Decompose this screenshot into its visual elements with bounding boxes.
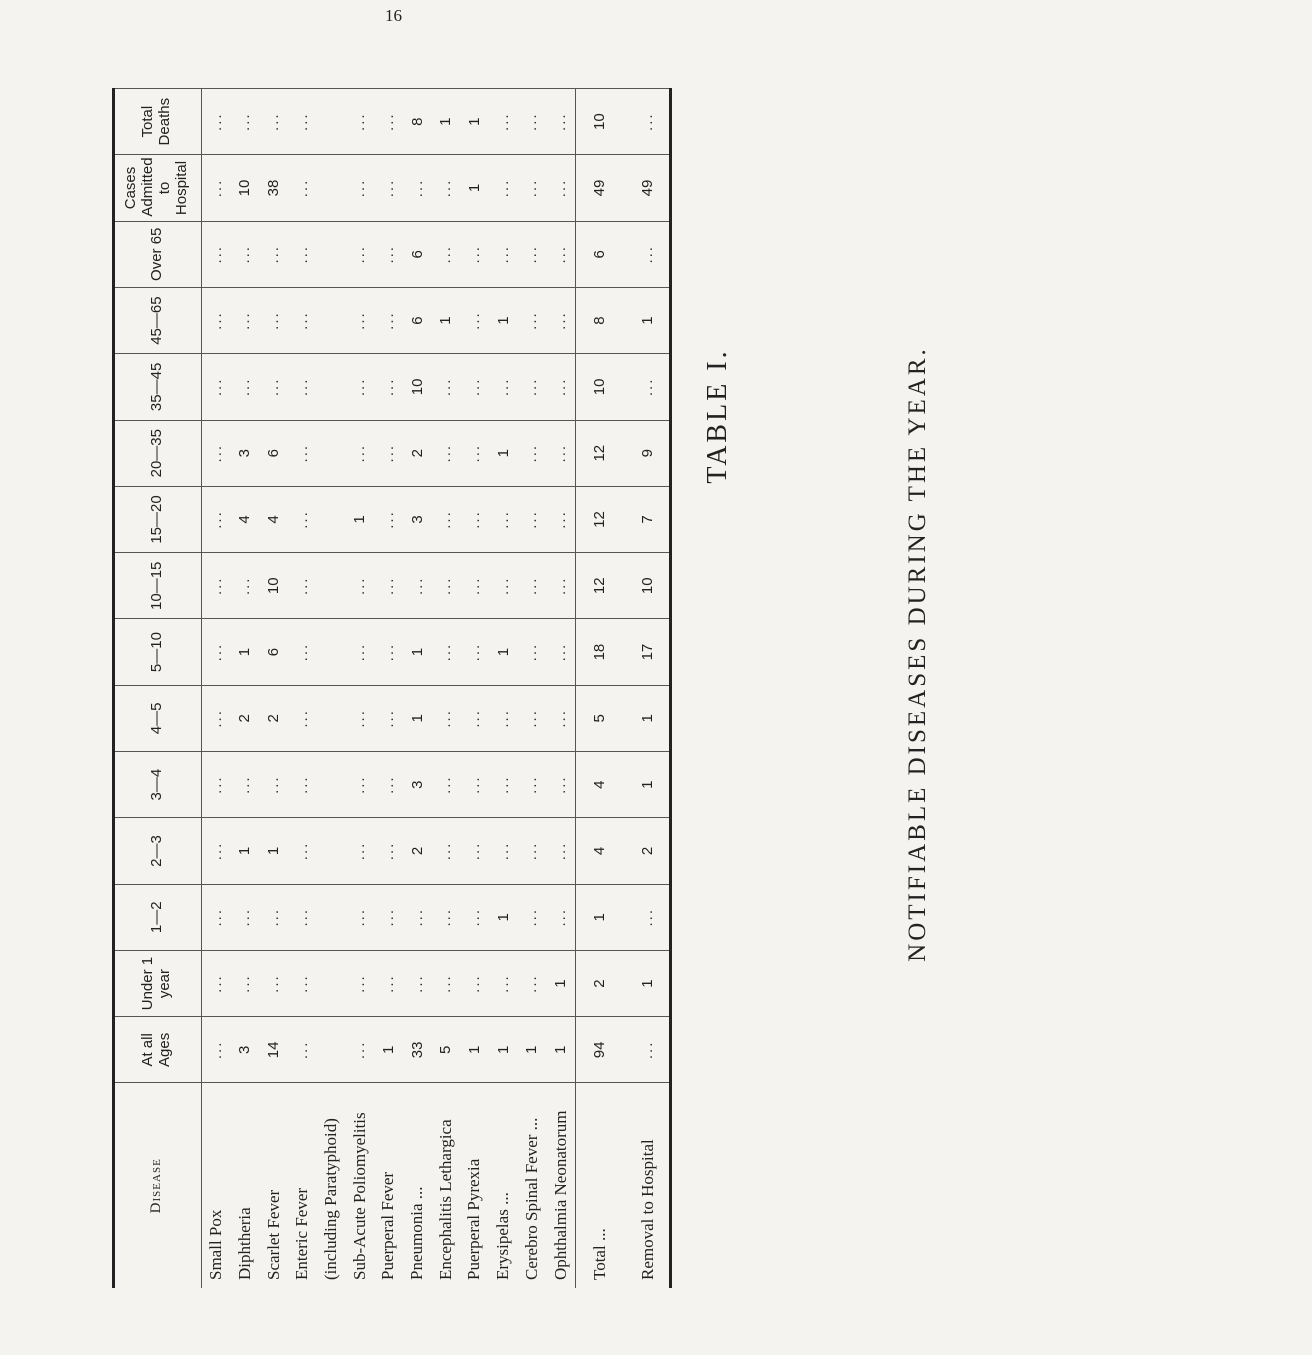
- table-cell: 1: [259, 818, 288, 884]
- table-cell: ...: [460, 884, 489, 950]
- table-cell: ...: [230, 553, 259, 619]
- table-cell: ...: [230, 884, 259, 950]
- table-cell: ...: [546, 155, 575, 221]
- disease-name: Erysipelas ...: [489, 1083, 518, 1288]
- disease-name: Cerebro Spinal Fever ...: [517, 1083, 546, 1288]
- table-cell: 1: [230, 619, 259, 685]
- table-cell: ...: [374, 287, 403, 353]
- table-cell: ...: [517, 354, 546, 420]
- table-cell: 1: [489, 619, 518, 685]
- table-cell: ...: [288, 553, 317, 619]
- table-cell: ...: [259, 950, 288, 1016]
- column-header: 3—4: [112, 752, 201, 818]
- table-cell: ...: [517, 818, 546, 884]
- table-cell: ...: [374, 354, 403, 420]
- table-cell: ...: [201, 818, 230, 884]
- table-cell: 1: [517, 1017, 546, 1083]
- table-cell: ...: [517, 221, 546, 287]
- table-cell: ...: [288, 884, 317, 950]
- column-header: 10—15: [112, 553, 201, 619]
- table-cell: ...: [489, 354, 518, 420]
- table-cell: ...: [517, 486, 546, 552]
- table-cell: ...: [403, 884, 432, 950]
- table-cell: ...: [431, 950, 460, 1016]
- table-cell: ...: [288, 155, 317, 221]
- table-cell: 1: [460, 89, 489, 155]
- table-cell: ...: [288, 420, 317, 486]
- table-cell: ...: [624, 221, 672, 287]
- table-cell: ...: [517, 89, 546, 155]
- table-cell: ...: [201, 420, 230, 486]
- table-cell: ...: [546, 884, 575, 950]
- table-cell: 2: [576, 950, 624, 1016]
- table-cell: ...: [345, 221, 374, 287]
- table-cell: 3: [230, 1017, 259, 1083]
- table-cell: ...: [345, 619, 374, 685]
- column-header: Cases Admitted to Hospital: [112, 155, 201, 221]
- table-cell: 1: [546, 1017, 575, 1083]
- table-cell: ...: [374, 619, 403, 685]
- table-cell: 1: [403, 685, 432, 751]
- table-cell: ...: [201, 619, 230, 685]
- table-cell: ...: [288, 89, 317, 155]
- column-header: Disease: [112, 1083, 201, 1288]
- table-cell: 10: [576, 354, 624, 420]
- table-cell: ...: [259, 884, 288, 950]
- table-cell: ...: [259, 287, 288, 353]
- table-cell: ...: [345, 89, 374, 155]
- table-cell: 3: [230, 420, 259, 486]
- table-cell: ...: [489, 155, 518, 221]
- table-cell: 49: [576, 155, 624, 221]
- table-cell: ...: [431, 486, 460, 552]
- table-cell: 1: [460, 1017, 489, 1083]
- table-cell: 9: [624, 420, 672, 486]
- table-cell: ...: [374, 155, 403, 221]
- disease-name: Encephalitis Lethargica: [431, 1083, 460, 1288]
- table-cell: ...: [460, 950, 489, 1016]
- table-cell: 1: [489, 884, 518, 950]
- table-cell: ...: [546, 818, 575, 884]
- table-cell: ...: [230, 287, 259, 353]
- table-cell: ...: [546, 553, 575, 619]
- table-cell: ...: [460, 486, 489, 552]
- table-cell: ...: [489, 221, 518, 287]
- table-cell: 7: [624, 486, 672, 552]
- table-cell: 1: [576, 884, 624, 950]
- table-cell: 1: [489, 287, 518, 353]
- table-cell: ...: [230, 89, 259, 155]
- table-cell: 1: [431, 89, 460, 155]
- table-cell: 4: [230, 486, 259, 552]
- table-cell: 17: [624, 619, 672, 685]
- table-cell: 3: [403, 752, 432, 818]
- disease-name: Small Pox: [201, 1083, 230, 1288]
- table-cell: ...: [259, 89, 288, 155]
- column-header: 20—35: [112, 420, 201, 486]
- table-cell: ...: [374, 89, 403, 155]
- table-cell: ...: [345, 155, 374, 221]
- table-cell: ...: [403, 155, 432, 221]
- table-cell: ...: [374, 818, 403, 884]
- table-cell: ...: [201, 486, 230, 552]
- table-cell: ...: [517, 752, 546, 818]
- table-cell: ...: [624, 354, 672, 420]
- table-cell: ...: [517, 619, 546, 685]
- column-header: 2—3: [112, 818, 201, 884]
- column-header: 35—45: [112, 354, 201, 420]
- table-cell: ...: [431, 752, 460, 818]
- table-cell: 8: [403, 89, 432, 155]
- table-cell: 3: [403, 486, 432, 552]
- table-cell: ...: [624, 89, 672, 155]
- table-cell: ...: [288, 818, 317, 884]
- disease-name: Puerperal Fever: [374, 1083, 403, 1288]
- table-cell: ...: [489, 553, 518, 619]
- table-cell: ...: [374, 685, 403, 751]
- column-header: 15—20: [112, 486, 201, 552]
- table-cell: ...: [259, 221, 288, 287]
- table-title: TABLE I.: [702, 348, 733, 484]
- table-cell: ...: [403, 553, 432, 619]
- table-cell: ...: [460, 685, 489, 751]
- disease-name: Diphtheria: [230, 1083, 259, 1288]
- table-cell: 10: [403, 354, 432, 420]
- table-cell: ...: [489, 950, 518, 1016]
- table-cell: 12: [576, 420, 624, 486]
- removal-row-label: Removal to Hospital: [624, 1083, 672, 1288]
- table-cell: ...: [546, 619, 575, 685]
- table-cell: ...: [374, 420, 403, 486]
- page-number: 16: [385, 6, 402, 25]
- table-cell: ...: [201, 354, 230, 420]
- table-cell: ...: [489, 89, 518, 155]
- table-cell: 12: [576, 486, 624, 552]
- table-cell: 1: [431, 287, 460, 353]
- table-cell: ...: [288, 287, 317, 353]
- table-cell: ...: [546, 287, 575, 353]
- table-cell: ...: [288, 619, 317, 685]
- table-cell: ...: [374, 950, 403, 1016]
- table-cell: ...: [489, 685, 518, 751]
- table-cell: ...: [201, 884, 230, 950]
- table-cell: ...: [431, 884, 460, 950]
- table-cell: ...: [489, 752, 518, 818]
- table-cell: ...: [460, 287, 489, 353]
- table-cell: ...: [288, 685, 317, 751]
- table-cell: ...: [345, 354, 374, 420]
- table-cell: ...: [546, 420, 575, 486]
- table-cell: ...: [431, 354, 460, 420]
- table-border: [112, 88, 672, 1288]
- table-cell: 6: [403, 221, 432, 287]
- table-cell: ...: [403, 950, 432, 1016]
- table-cell: ...: [624, 884, 672, 950]
- disease-name: Sub-Acute Poliomyelitis: [345, 1083, 374, 1288]
- table-cell: ...: [431, 155, 460, 221]
- table-cell: 38: [259, 155, 288, 221]
- table-cell: ...: [546, 486, 575, 552]
- disease-name: Enteric Fever: [288, 1083, 317, 1288]
- table-cell: 6: [576, 221, 624, 287]
- disease-name: Scarlet Fever: [259, 1083, 288, 1288]
- table-cell: ...: [345, 818, 374, 884]
- column-header: 45—65: [112, 287, 201, 353]
- table-cell: ...: [374, 221, 403, 287]
- table-cell: 1: [460, 155, 489, 221]
- table-cell: ...: [201, 752, 230, 818]
- table-cell: ...: [460, 752, 489, 818]
- disease-name: Puerperal Pyrexia: [460, 1083, 489, 1288]
- table-cell: ...: [460, 818, 489, 884]
- table-cell: ...: [546, 685, 575, 751]
- table-cell: 4: [259, 486, 288, 552]
- table-cell: 33: [403, 1017, 432, 1083]
- table-cell: ...: [288, 1017, 317, 1083]
- column-header: Total Deaths: [112, 89, 201, 155]
- table-cell: ...: [431, 420, 460, 486]
- table-cell: ...: [374, 752, 403, 818]
- table-cell: ...: [288, 354, 317, 420]
- table-cell: ...: [460, 221, 489, 287]
- table-cell: ...: [489, 486, 518, 552]
- table-cell: ...: [546, 221, 575, 287]
- table-cell: 10: [259, 553, 288, 619]
- table-cell: ...: [517, 155, 546, 221]
- table-cell: ...: [345, 553, 374, 619]
- disease-name: (including Paratyphoid): [317, 1083, 346, 1288]
- column-header: 4—5: [112, 685, 201, 751]
- table-cell: 6: [259, 619, 288, 685]
- table-cell: ...: [259, 752, 288, 818]
- table-cell: 1: [489, 420, 518, 486]
- table-cell: ...: [374, 486, 403, 552]
- table-cell: 4: [576, 752, 624, 818]
- table-cell: ...: [288, 221, 317, 287]
- table-cell: ...: [288, 752, 317, 818]
- table-cell: ...: [517, 553, 546, 619]
- table-cell: ...: [431, 619, 460, 685]
- disease-name: Pneumonia ...: [403, 1083, 432, 1288]
- column-header: 5—10: [112, 619, 201, 685]
- table-cell: 10: [576, 89, 624, 155]
- table-cell: ...: [201, 155, 230, 221]
- table-cell: ...: [230, 354, 259, 420]
- table-cell: ...: [345, 685, 374, 751]
- table-cell: 6: [403, 287, 432, 353]
- table-cell: 12: [576, 553, 624, 619]
- column-header: Under 1 year: [112, 950, 201, 1016]
- table-cell: ...: [345, 884, 374, 950]
- table-cell: 1: [624, 950, 672, 1016]
- table-cell: 2: [624, 818, 672, 884]
- table-cell: 1: [546, 950, 575, 1016]
- table-cell: ...: [288, 950, 317, 1016]
- table-cell: 4: [576, 818, 624, 884]
- table-cell: ...: [431, 221, 460, 287]
- table-cell: 2: [230, 685, 259, 751]
- table-cell: 1: [624, 287, 672, 353]
- table-cell: ...: [345, 287, 374, 353]
- table-cell: ...: [460, 420, 489, 486]
- table-cell: ...: [201, 221, 230, 287]
- total-row-label: Total ...: [576, 1083, 624, 1288]
- table-cell: 10: [230, 155, 259, 221]
- table-cell: ...: [259, 354, 288, 420]
- table-cell: ...: [431, 818, 460, 884]
- table-cell: ...: [546, 89, 575, 155]
- table-cell: 49: [624, 155, 672, 221]
- table-cell: ...: [460, 619, 489, 685]
- table-cell: ...: [345, 420, 374, 486]
- table-subtitle: NOTIFIABLE DISEASES DURING THE YEAR.: [904, 346, 931, 962]
- disease-name: Ophthalmia Neonatorum: [546, 1083, 575, 1288]
- table-cell: 18: [576, 619, 624, 685]
- table-cell: ...: [431, 553, 460, 619]
- column-header: Over 65: [112, 221, 201, 287]
- table-cell: 14: [259, 1017, 288, 1083]
- table-cell: ...: [374, 553, 403, 619]
- table-cell: 8: [576, 287, 624, 353]
- table-cell: 1: [489, 1017, 518, 1083]
- table-cell: 2: [259, 685, 288, 751]
- table-cell: ...: [517, 420, 546, 486]
- table-cell: ...: [201, 553, 230, 619]
- table-cell: 1: [374, 1017, 403, 1083]
- table-cell: 6: [259, 420, 288, 486]
- table-cell: ...: [517, 287, 546, 353]
- table-cell: 1: [624, 685, 672, 751]
- table-cell: 5: [576, 685, 624, 751]
- table-cell: 1: [624, 752, 672, 818]
- table-cell: ...: [201, 89, 230, 155]
- table-cell: 2: [403, 420, 432, 486]
- table-cell: ...: [230, 221, 259, 287]
- table-cell: ...: [201, 1017, 230, 1083]
- table-cell: 1: [403, 619, 432, 685]
- table-cell: ...: [489, 818, 518, 884]
- table-cell: ...: [624, 1017, 672, 1083]
- table-cell: ...: [345, 950, 374, 1016]
- table-cell: 1: [345, 486, 374, 552]
- table-cell: ...: [517, 884, 546, 950]
- table-cell: ...: [374, 884, 403, 950]
- table-cell: ...: [546, 752, 575, 818]
- table-cell: ...: [201, 685, 230, 751]
- table-cell: ...: [345, 1017, 374, 1083]
- table-cell: ...: [345, 752, 374, 818]
- column-header: At all Ages: [112, 1017, 201, 1083]
- table-cell: 5: [431, 1017, 460, 1083]
- table-cell: 94: [576, 1017, 624, 1083]
- table-cell: ...: [288, 486, 317, 552]
- table-cell: ...: [201, 287, 230, 353]
- column-header: 1—2: [112, 884, 201, 950]
- table-cell: ...: [460, 553, 489, 619]
- table-cell: 2: [403, 818, 432, 884]
- table-cell: 1: [230, 818, 259, 884]
- table-cell: ...: [460, 354, 489, 420]
- table-cell: ...: [546, 354, 575, 420]
- table-cell: ...: [230, 752, 259, 818]
- table-cell: 10: [624, 553, 672, 619]
- table-cell: ...: [201, 950, 230, 1016]
- table-cell: ...: [230, 950, 259, 1016]
- table-cell: ...: [431, 685, 460, 751]
- table-cell: ...: [517, 685, 546, 751]
- table-cell: ...: [517, 950, 546, 1016]
